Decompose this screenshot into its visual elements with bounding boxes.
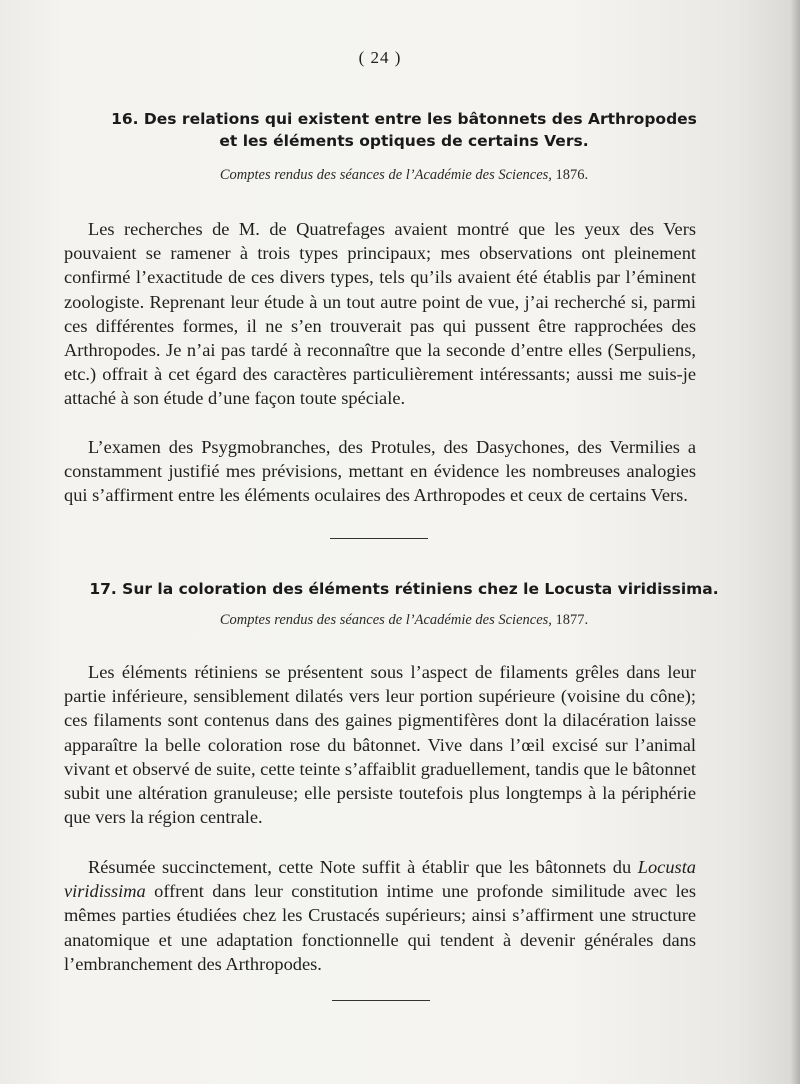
section-16-paragraph-1: Les recherches de M. de Quatrefages avaient montré que les yeux des Vers pouvaient se ramener à trois types principaux; mes observations ont pleinement confirmé l’exactitude de ces divers types, tels qu’ils avaient été établis par l’éminent zoologiste. Reprenant leur étude à un tout autre point de vue, j’ai recherché si, parmi ces différentes formes, il ne s’en trouverait pas qui pussent être rapprochées des Arthropodes. Je n’ai pas tardé à reconnaître que la seconde d’entre elles (Serpuliens, etc.) offrait à cet égard des caractères particulièrement intéressants; aussi me suis-je attaché à son étude d’une façon toute spéciale. [64,219,696,409]
section-16-title-line-1: 16. Des relations qui existent entre les bâtonnets des Arthropodes [111,110,697,128]
page-edge-shadow [790,0,800,1084]
section-17-citation-year: 1877. [555,612,589,628]
section-17-paragraph-2-start: Résumée succinctement, cette Note suffit à établir que les bâtonnets du [88,857,632,877]
section-16-citation [64,167,744,184]
section-16-paragraph-2: L’examen des Psygmobranches, des Protules, des Dasychones, des Vermilies a constamment justifié mes prévisions, mettant en évidence les nombreuses analogies qui s’affirment entre les éléments oculaires des Arthropodes et ceux de certains Vers. [64,437,696,506]
page-number: ( 24 ) [358,48,402,67]
section-17-paragraph-1: Les éléments rétiniens se présentent sous l’aspect de filaments grêles dans leur partie inférieure, sensiblement dilatés vers leur portion supérieure (voisine du cône); ces filaments sont contenus dans des gaines pigmentifères dont la dilacération laisse apparaître la belle coloration rose du bâtonnet. Vive dans l’œil excisé sur l’animal vivant et observé de suite, cette teinte s’affaiblit graduellement, tandis que le bâtonnet subit une altération granuleuse; elle persiste toutefois plus longtemps à la périphérie que vers la région centrale. [64,662,696,828]
section-16-title-line-2: et les éléments optiques de certains Vers. [219,132,589,150]
section-17-citation-journal: Comptes rendus des séances de l’Académie des Sciences, [219,612,552,628]
section-16-citation-year: 1876. [555,167,589,183]
section-17-paragraph-2 [64,855,696,976]
end-divider [332,1000,430,1001]
section-17-title: 17. Sur la coloration des éléments rétiniens chez le Locusta viridissima. [89,580,719,598]
species-name: Locusta viridissima [64,857,696,902]
section-17-paragraph-2-end: offrent dans leur constitution intime une profonde similitude avec les mêmes parties étudiées chez les Crustacés supérieurs; ainsi s’affirment une structure anatomique et une adaptation fonctionnelle qui tendent à devenir générales dans l’embranchement des Arthropodes. [64,881,696,974]
section-17-citation [64,612,744,629]
section-divider [330,538,428,539]
section-16-citation-journal: Comptes rendus des séances de l’Académie des Sciences, [219,167,552,183]
